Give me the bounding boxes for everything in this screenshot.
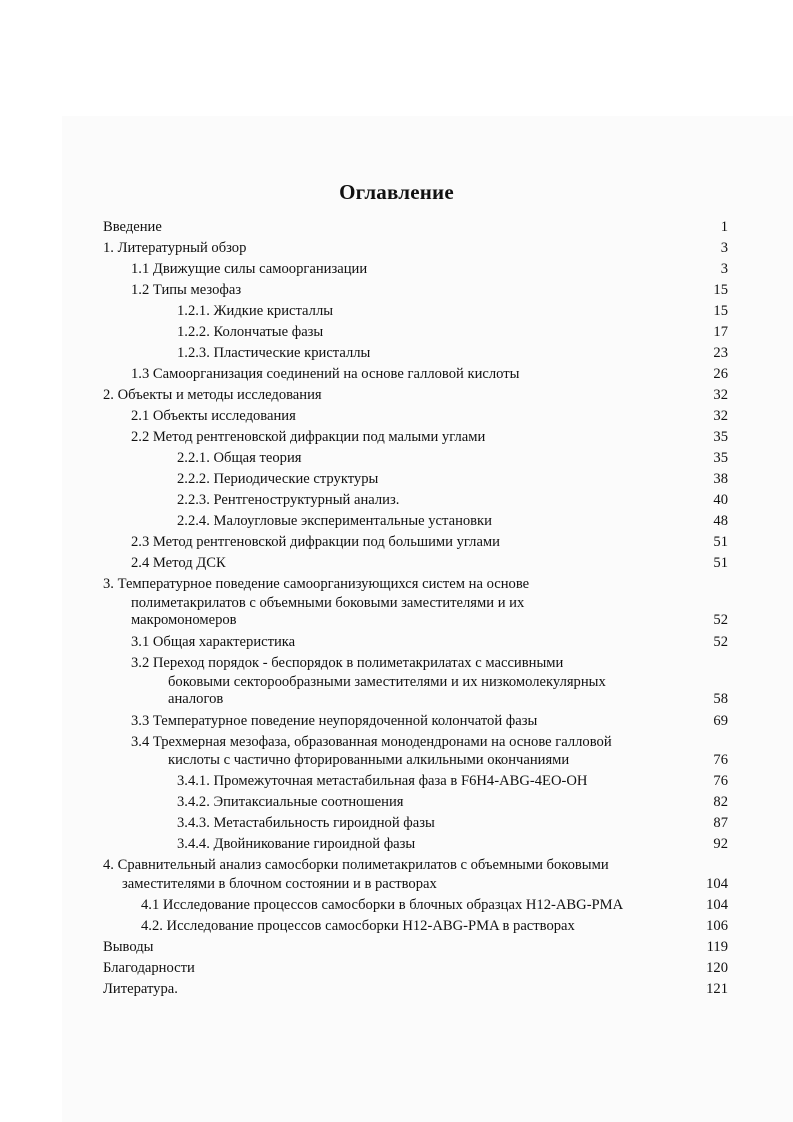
toc-entry-page: 17 xyxy=(713,324,728,340)
toc-entry-3-2-last-line[interactable] xyxy=(0,689,793,710)
toc-entry-text: 1. Литературный обзор xyxy=(103,240,247,256)
toc-entry-3-4-2[interactable] xyxy=(0,792,793,813)
toc-entry-text: 2.2.1. Общая теория xyxy=(177,450,302,466)
toc-entry-conclusions[interactable] xyxy=(0,937,793,958)
toc-entry-page: 3 xyxy=(720,261,728,277)
toc-entry-text: 4.1 Исследование процессов самосборки в блочных образцах H12-ABG-PMA xyxy=(141,897,624,913)
toc-entry-chapter-3[interactable] xyxy=(0,574,793,595)
toc-entry-continuation: кислоты с частично фторированными алкильными окончаниями xyxy=(168,752,570,768)
toc-entry-text: 3.3 Температурное поведение неупорядоченной колончатой фазы xyxy=(131,713,538,729)
toc-entry-2-2-3[interactable] xyxy=(0,490,793,511)
toc-entry-introduction[interactable] xyxy=(0,217,793,238)
toc-entry-page: 104 xyxy=(706,876,728,892)
toc-entry-1-2-3[interactable] xyxy=(0,343,793,364)
toc-entry-text: 4.2. Исследование процессов самосборки H12-ABG-PMA в растворах xyxy=(141,918,575,934)
toc-entry-page: 32 xyxy=(713,408,728,424)
toc-entry-1-2-2[interactable] xyxy=(0,322,793,343)
toc-entry-3-2[interactable] xyxy=(0,653,793,674)
toc-entry-text: 3.4 Трехмерная мезофаза, образованная монодендронами на основе галловой xyxy=(131,734,612,750)
toc-entry-text: 3.4.3. Метастабильность гироидной фазы xyxy=(177,815,435,831)
toc-entry-text: 1.3 Самоорганизация соединений на основе галловой кислоты xyxy=(131,366,520,382)
toc-entry-page: 23 xyxy=(713,345,728,361)
toc-entry-text: 1.2.2. Колончатые фазы xyxy=(177,324,324,340)
toc-entry-chapter-1[interactable] xyxy=(0,238,793,259)
toc-entry-text: 1.2.3. Пластические кристаллы xyxy=(177,345,371,361)
toc-entry-page: 51 xyxy=(713,534,728,550)
toc-entry-3-3[interactable] xyxy=(0,711,793,732)
toc-entry-page: 26 xyxy=(713,366,728,382)
toc-entry-page: 76 xyxy=(713,752,728,768)
toc-entry-page: 51 xyxy=(713,555,728,571)
toc-entry-page: 69 xyxy=(713,713,728,729)
toc-entry-1-2[interactable] xyxy=(0,280,793,301)
toc-entry-3-1[interactable] xyxy=(0,632,793,653)
toc-entry-chapter-4[interactable] xyxy=(0,855,793,876)
toc-entry-1-1[interactable] xyxy=(0,259,793,280)
toc-entry-text: 2.1 Объекты исследования xyxy=(131,408,296,424)
toc-entry-page: 35 xyxy=(713,429,728,445)
toc-entry-text: Выводы xyxy=(103,939,154,955)
toc-entry-text: 3.4.2. Эпитаксиальные соотношения xyxy=(177,794,404,810)
toc-entry-2-3[interactable] xyxy=(0,532,793,553)
toc-entry-3-4-3[interactable] xyxy=(0,813,793,834)
toc-entry-page: 104 xyxy=(706,897,728,913)
toc-entry-text: Литература. xyxy=(103,981,178,997)
toc-entry-page: 58 xyxy=(713,691,728,707)
toc-entry-2-4[interactable] xyxy=(0,553,793,574)
toc-entry-3-4-4[interactable] xyxy=(0,834,793,855)
toc-entry-1-3[interactable] xyxy=(0,364,793,385)
toc-entry-text: 1.2.1. Жидкие кристаллы xyxy=(177,303,334,319)
toc-entry-text: Благодарности xyxy=(103,960,195,976)
toc-entry-page: 48 xyxy=(713,513,728,529)
toc-entry-text: Введение xyxy=(103,219,162,235)
toc-entry-page: 1 xyxy=(720,219,728,235)
toc-entry-references[interactable] xyxy=(0,979,793,1000)
toc-entry-text: 3. Температурное поведение самоорганизующихся систем на основе xyxy=(103,576,530,592)
toc-entry-text: 3.1 Общая характеристика xyxy=(131,634,296,650)
toc-entry-chapter-4-last-line[interactable] xyxy=(0,874,793,895)
toc-entry-text: 2.4 Метод ДСК xyxy=(131,555,226,571)
toc-entry-3-4-last-line[interactable] xyxy=(0,750,793,771)
toc-entry-chapter-3-last-line[interactable] xyxy=(0,610,793,631)
toc-entry-continuation: макромономеров xyxy=(131,612,237,628)
toc-entry-text: 2.2.3. Рентгеноструктурный анализ. xyxy=(177,492,400,508)
toc-entry-2-2-1[interactable] xyxy=(0,448,793,469)
toc-entry-page: 35 xyxy=(713,450,728,466)
toc-entry-text: 1.2 Типы мезофаз xyxy=(131,282,242,298)
toc-entry-continuation: заместителями в блочном состоянии и в растворах xyxy=(122,876,437,892)
toc-entry-2-2[interactable] xyxy=(0,427,793,448)
toc-entry-page: 38 xyxy=(713,471,728,487)
toc-entry-page: 3 xyxy=(720,240,728,256)
toc-entry-text: 2.2.2. Периодические структуры xyxy=(177,471,379,487)
toc-entry-page: 106 xyxy=(706,918,728,934)
toc-entry-text: 3.2 Переход порядок - беспорядок в полиметакрилатах с массивными xyxy=(131,655,564,671)
toc-entry-text: 2.3 Метод рентгеновской дифракции под большими углами xyxy=(131,534,500,550)
toc-entry-page: 92 xyxy=(713,836,728,852)
toc-entry-page: 15 xyxy=(713,282,728,298)
toc-entry-3-4-1[interactable] xyxy=(0,771,793,792)
toc-entry-continuation: боковыми секторообразными заместителями и их низкомолекулярных xyxy=(168,674,606,690)
toc-entry-text: 2.2.4. Малоугловые экспериментальные установки xyxy=(177,513,492,529)
toc-entry-page: 119 xyxy=(706,939,728,955)
toc-entry-page: 121 xyxy=(706,981,728,997)
toc-entry-page: 32 xyxy=(713,387,728,403)
toc-entry-page: 40 xyxy=(713,492,728,508)
toc-entry-continuation: полиметакрилатов с объемными боковыми заместителями и их xyxy=(131,595,525,611)
toc-entry-text: 2.2 Метод рентгеновской дифракции под малыми углами xyxy=(131,429,486,445)
toc-entry-2-2-4[interactable] xyxy=(0,511,793,532)
toc-entry-page: 87 xyxy=(713,815,728,831)
toc-entry-chapter-2[interactable] xyxy=(0,385,793,406)
toc-entry-page: 52 xyxy=(713,634,728,650)
toc-entry-page: 82 xyxy=(713,794,728,810)
toc-entry-page: 76 xyxy=(713,773,728,789)
toc-entry-text: 3.4.4. Двойникование гироидной фазы xyxy=(177,836,416,852)
toc-entry-2-2-2[interactable] xyxy=(0,469,793,490)
toc-entry-text: 1.1 Движущие силы самоорганизации xyxy=(131,261,368,277)
page-title: Оглавление xyxy=(339,180,454,204)
toc-entry-page: 52 xyxy=(713,612,728,628)
toc-entry-text: 3.4.1. Промежуточная метастабильная фаза в F6H4-ABG-4EO-OH xyxy=(177,773,588,789)
toc-entry-2-1[interactable] xyxy=(0,406,793,427)
toc-entry-acknowledgements[interactable] xyxy=(0,958,793,979)
toc-entry-4-2[interactable] xyxy=(0,916,793,937)
toc-entry-page: 15 xyxy=(713,303,728,319)
toc-entry-1-2-1[interactable] xyxy=(0,301,793,322)
toc-entry-continuation: аналогов xyxy=(168,691,224,707)
toc-entry-page: 120 xyxy=(706,960,728,976)
toc-entry-text: 2. Объекты и методы исследования xyxy=(103,387,322,403)
toc-entry-4-1[interactable] xyxy=(0,895,793,916)
toc-entry-text: 4. Сравнительный анализ самосборки полиметакрилатов с объемными боковыми xyxy=(103,857,609,873)
